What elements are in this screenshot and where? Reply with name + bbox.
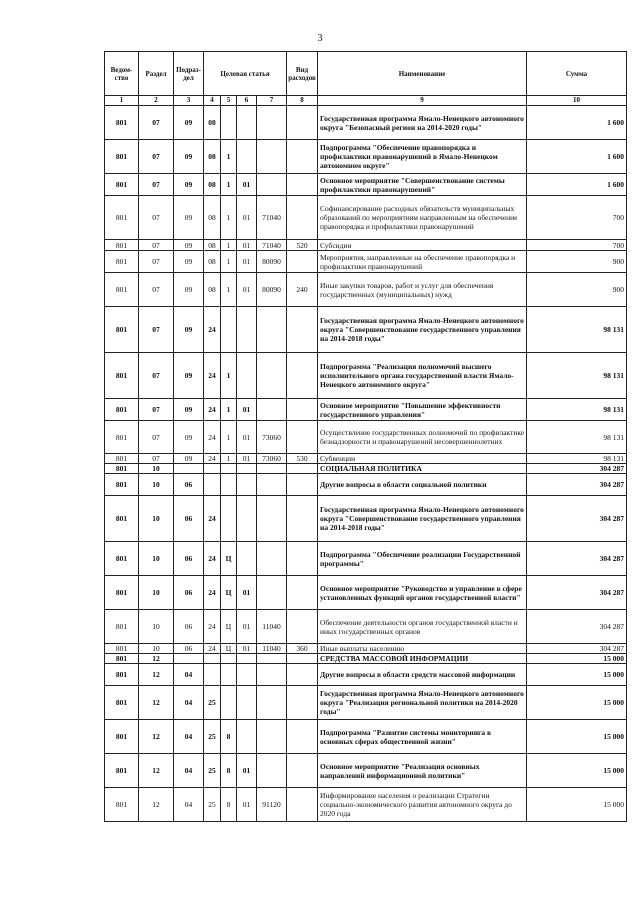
col-department: 801 <box>105 353 139 399</box>
col-name: Основное мероприятие "Руководство и управление в сфере установленных функций органов государственной власти" <box>318 576 527 610</box>
col-section: 12 <box>139 664 174 686</box>
col-target-2 <box>221 307 237 353</box>
header-name: Наименование <box>318 52 527 96</box>
col-department: 801 <box>105 720 139 754</box>
col-sum: 304 287 <box>527 496 627 542</box>
col-subsection: 09 <box>174 174 204 196</box>
col-expense-type <box>287 720 318 754</box>
col-subsection: 04 <box>174 686 204 720</box>
col-subsection: 06 <box>174 496 204 542</box>
col-target-4: 71040 <box>257 240 287 251</box>
col-department: 801 <box>105 464 139 474</box>
table-row <box>105 686 627 720</box>
col-target-3: 01 <box>237 454 257 464</box>
col-sum: 15 000 <box>527 686 627 720</box>
col-subsection: 06 <box>174 542 204 576</box>
col-target-1: 25 <box>204 686 221 720</box>
col-sum: 304 287 <box>527 644 627 654</box>
col-target-3: 01 <box>237 754 257 788</box>
table-row <box>105 610 627 644</box>
col-target-1: 08 <box>204 106 221 140</box>
header-expense-type: Вид расходов <box>287 52 318 96</box>
col-target-4 <box>257 140 287 174</box>
col-subsection: 06 <box>174 474 204 496</box>
col-department: 801 <box>105 542 139 576</box>
budget-table <box>104 51 627 822</box>
col-target-4 <box>257 399 287 421</box>
col-section: 10 <box>139 644 174 654</box>
col-sum: 15 000 <box>527 664 627 686</box>
col-expense-type: 530 <box>287 454 318 464</box>
page-number: 3 <box>317 33 323 44</box>
col-expense-type <box>287 307 318 353</box>
col-target-4 <box>257 542 287 576</box>
col-target-3: 01 <box>237 399 257 421</box>
col-expense-type: 360 <box>287 644 318 654</box>
col-target-2: 1 <box>221 240 237 251</box>
table-row <box>105 399 627 421</box>
col-target-2 <box>221 664 237 686</box>
col-target-1: 25 <box>204 788 221 822</box>
col-sum: 15 000 <box>527 654 627 664</box>
col-target-2: 1 <box>221 251 237 273</box>
col-sum: 1 600 <box>527 140 627 174</box>
col-expense-type <box>287 421 318 454</box>
col-target-1: 24 <box>204 421 221 454</box>
col-target-3: 01 <box>237 644 257 654</box>
table-row <box>105 788 627 822</box>
col-target-1: 24 <box>204 399 221 421</box>
table-row <box>105 353 627 399</box>
col-target-3 <box>237 353 257 399</box>
col-sum: 304 287 <box>527 610 627 644</box>
table-row <box>105 421 627 454</box>
col-name: Иные выплаты населению <box>318 644 527 654</box>
col-target-1: 25 <box>204 754 221 788</box>
col-subsection: 04 <box>174 664 204 686</box>
col-target-1: 08 <box>204 140 221 174</box>
col-target-2: Ц <box>221 644 237 654</box>
col-department: 801 <box>105 664 139 686</box>
col-target-2: 8 <box>221 720 237 754</box>
col-target-1: 08 <box>204 240 221 251</box>
col-target-4: 73060 <box>257 421 287 454</box>
col-target-2: 1 <box>221 174 237 196</box>
col-subsection: 06 <box>174 576 204 610</box>
col-target-4: 91120 <box>257 788 287 822</box>
col-target-3: 01 <box>237 196 257 240</box>
col-department: 801 <box>105 610 139 644</box>
col-department: 801 <box>105 474 139 496</box>
col-target-4: 80090 <box>257 273 287 307</box>
col-target-2: 1 <box>221 421 237 454</box>
header-index-cell: 3 <box>174 96 204 106</box>
table-row <box>105 464 627 474</box>
col-department: 801 <box>105 251 139 273</box>
col-expense-type <box>287 754 318 788</box>
col-target-2 <box>221 106 237 140</box>
col-target-3 <box>237 464 257 474</box>
col-target-4 <box>257 720 287 754</box>
col-target-1 <box>204 474 221 496</box>
col-subsection <box>174 654 204 664</box>
col-subsection: 09 <box>174 454 204 464</box>
col-expense-type <box>287 610 318 644</box>
col-department: 801 <box>105 196 139 240</box>
col-target-4 <box>257 754 287 788</box>
col-target-2: Ц <box>221 576 237 610</box>
col-expense-type <box>287 140 318 174</box>
table-row <box>105 496 627 542</box>
col-section: 10 <box>139 542 174 576</box>
col-target-2: 1 <box>221 196 237 240</box>
col-target-3 <box>237 664 257 686</box>
col-name: СОЦИАЛЬНАЯ ПОЛИТИКА <box>318 464 527 474</box>
col-name: Государственная программа Ямало-Ненецкого автономного округа "Реализация региональной политики на 2014-2020 годы" <box>318 686 527 720</box>
col-target-3 <box>237 307 257 353</box>
col-target-2: 8 <box>221 788 237 822</box>
header-sum: Сумма <box>527 52 627 96</box>
col-target-3 <box>237 654 257 664</box>
col-target-3 <box>237 720 257 754</box>
col-name: Информирование населения о реализации Стратегии социально-экономического развития автономного округа до 2020 года <box>318 788 527 822</box>
header-index-cell: 7 <box>257 96 287 106</box>
header-index-cell: 2 <box>139 96 174 106</box>
col-name: Субвенции <box>318 454 527 464</box>
col-target-1: 08 <box>204 273 221 307</box>
col-expense-type <box>287 106 318 140</box>
col-target-1: 24 <box>204 644 221 654</box>
col-department: 801 <box>105 174 139 196</box>
col-name: Софинансирование расходных обязательств муниципальных образований по мероприятиям направленным на обеспечение правопорядка и профилактики правонарушений <box>318 196 527 240</box>
table-row <box>105 251 627 273</box>
col-section: 07 <box>139 273 174 307</box>
col-target-2 <box>221 474 237 496</box>
col-department: 801 <box>105 496 139 542</box>
col-name: Государственная программа Ямало-Ненецкого автономного округа "Безопасный регион на 2014-2020 годы" <box>318 106 527 140</box>
table-row <box>105 240 627 251</box>
col-sum: 304 287 <box>527 542 627 576</box>
table-row <box>105 106 627 140</box>
budget-rows <box>105 106 627 822</box>
col-subsection: 09 <box>174 273 204 307</box>
col-target-3 <box>237 106 257 140</box>
col-target-2: 8 <box>221 754 237 788</box>
col-target-3 <box>237 686 257 720</box>
table-row <box>105 174 627 196</box>
col-section: 07 <box>139 174 174 196</box>
col-subsection: 09 <box>174 196 204 240</box>
table-row <box>105 454 627 464</box>
col-target-3: 01 <box>237 251 257 273</box>
col-sum: 98 131 <box>527 454 627 464</box>
col-target-2: 1 <box>221 273 237 307</box>
col-sum: 304 287 <box>527 464 627 474</box>
header-subsection: Подраз-дел <box>174 52 204 96</box>
col-expense-type <box>287 464 318 474</box>
col-target-4 <box>257 464 287 474</box>
col-section: 07 <box>139 421 174 454</box>
col-sum: 98 131 <box>527 353 627 399</box>
col-target-1: 24 <box>204 454 221 464</box>
col-target-2: 1 <box>221 140 237 174</box>
col-target-2 <box>221 464 237 474</box>
col-department: 801 <box>105 644 139 654</box>
col-target-2 <box>221 654 237 664</box>
col-sum: 98 131 <box>527 399 627 421</box>
col-sum: 98 131 <box>527 307 627 353</box>
col-department: 801 <box>105 240 139 251</box>
col-target-4: 73060 <box>257 454 287 464</box>
col-subsection: 04 <box>174 720 204 754</box>
col-subsection <box>174 464 204 474</box>
header-index-cell: 8 <box>287 96 318 106</box>
col-sum: 15 000 <box>527 754 627 788</box>
header-index-cell: 6 <box>237 96 257 106</box>
header-department: Ведом-ство <box>105 52 139 96</box>
col-target-1: 08 <box>204 251 221 273</box>
header-index-cell: 5 <box>221 96 237 106</box>
table-row <box>105 542 627 576</box>
header-target-article: Целевая статья <box>204 52 287 96</box>
col-department: 801 <box>105 399 139 421</box>
col-expense-type <box>287 399 318 421</box>
col-target-2: 1 <box>221 353 237 399</box>
col-subsection: 09 <box>174 106 204 140</box>
col-target-3 <box>237 474 257 496</box>
col-target-1: 24 <box>204 496 221 542</box>
col-subsection: 06 <box>174 644 204 654</box>
col-sum: 700 <box>527 196 627 240</box>
col-subsection: 04 <box>174 754 204 788</box>
col-expense-type <box>287 654 318 664</box>
col-name: Основное мероприятие "Совершенствование системы профилактики правонарушений" <box>318 174 527 196</box>
col-target-3 <box>237 542 257 576</box>
col-target-1: 24 <box>204 610 221 644</box>
col-name: Обеспечение деятельности органов государственной власти и иных государственных органов <box>318 610 527 644</box>
col-section: 10 <box>139 576 174 610</box>
col-section: 12 <box>139 788 174 822</box>
header-index-cell: 10 <box>527 96 627 106</box>
col-sum: 304 287 <box>527 576 627 610</box>
col-section: 07 <box>139 240 174 251</box>
col-target-4 <box>257 664 287 686</box>
col-expense-type <box>287 576 318 610</box>
table-row <box>105 307 627 353</box>
col-target-4 <box>257 576 287 610</box>
col-target-2 <box>221 496 237 542</box>
col-department: 801 <box>105 421 139 454</box>
col-section: 12 <box>139 720 174 754</box>
col-subsection: 09 <box>174 421 204 454</box>
col-department: 801 <box>105 576 139 610</box>
col-expense-type <box>287 474 318 496</box>
col-section: 10 <box>139 610 174 644</box>
col-subsection: 09 <box>174 240 204 251</box>
col-department: 801 <box>105 654 139 664</box>
col-section: 07 <box>139 307 174 353</box>
col-department: 801 <box>105 307 139 353</box>
col-sum: 1 600 <box>527 174 627 196</box>
col-department: 801 <box>105 273 139 307</box>
table-row <box>105 273 627 307</box>
col-name: Подпрограмма "Обеспечение правопорядка и профилактики правонарушений в Ямало-Ненецком автономном округе" <box>318 140 527 174</box>
col-sum: 900 <box>527 251 627 273</box>
col-target-2: 1 <box>221 454 237 464</box>
header-index-row <box>105 96 627 106</box>
col-expense-type: 520 <box>287 240 318 251</box>
col-sum: 700 <box>527 240 627 251</box>
col-subsection: 06 <box>174 610 204 644</box>
col-sum: 900 <box>527 273 627 307</box>
table-row <box>105 754 627 788</box>
col-name: Государственная программа Ямало-Ненецкого автономного округа "Совершенствование государственного управления на 2014-2018 годы" <box>318 307 527 353</box>
col-target-3: 01 <box>237 240 257 251</box>
col-expense-type <box>287 788 318 822</box>
col-target-4 <box>257 496 287 542</box>
col-target-4 <box>257 307 287 353</box>
col-section: 07 <box>139 251 174 273</box>
col-target-1: 24 <box>204 542 221 576</box>
col-section: 07 <box>139 454 174 464</box>
col-target-3: 01 <box>237 174 257 196</box>
col-target-1 <box>204 464 221 474</box>
col-target-4 <box>257 654 287 664</box>
col-subsection: 09 <box>174 251 204 273</box>
col-expense-type: 240 <box>287 273 318 307</box>
table-row <box>105 644 627 654</box>
col-name: Мероприятия, направленные на обеспечение правопорядка и профилактики правонарушений <box>318 251 527 273</box>
col-section: 10 <box>139 464 174 474</box>
col-subsection: 09 <box>174 399 204 421</box>
col-name: СРЕДСТВА МАССОВОЙ ИНФОРМАЦИИ <box>318 654 527 664</box>
col-name: Субсидии <box>318 240 527 251</box>
col-target-4 <box>257 686 287 720</box>
col-target-2: Ц <box>221 542 237 576</box>
col-target-4: 11040 <box>257 644 287 654</box>
col-sum: 15 000 <box>527 788 627 822</box>
col-section: 07 <box>139 140 174 174</box>
col-expense-type <box>287 353 318 399</box>
col-target-3 <box>237 496 257 542</box>
header-section: Раздел <box>139 52 174 96</box>
col-section: 12 <box>139 686 174 720</box>
col-target-2: Ц <box>221 610 237 644</box>
col-target-3: 01 <box>237 273 257 307</box>
col-expense-type <box>287 664 318 686</box>
col-section: 07 <box>139 399 174 421</box>
table-row <box>105 140 627 174</box>
col-target-1: 24 <box>204 307 221 353</box>
col-target-1: 08 <box>204 196 221 240</box>
col-target-1 <box>204 654 221 664</box>
col-section: 10 <box>139 496 174 542</box>
col-section: 07 <box>139 196 174 240</box>
col-name: Подпрограмма "Развитие системы мониторинга в основных сферах общественной жизни" <box>318 720 527 754</box>
col-department: 801 <box>105 106 139 140</box>
header-index-cell: 4 <box>204 96 221 106</box>
col-section: 12 <box>139 754 174 788</box>
col-subsection: 09 <box>174 353 204 399</box>
col-target-1 <box>204 664 221 686</box>
col-target-3: 01 <box>237 576 257 610</box>
col-subsection: 09 <box>174 307 204 353</box>
col-name: Основное мероприятие "Повышение эффективности государственного управления" <box>318 399 527 421</box>
col-target-3: 01 <box>237 788 257 822</box>
table-row <box>105 664 627 686</box>
col-name: Подпрограмма "Обеспечение реализации Государственной программы" <box>318 542 527 576</box>
table-row <box>105 196 627 240</box>
col-name: Другие вопросы в области социальной политики <box>318 474 527 496</box>
col-department: 801 <box>105 686 139 720</box>
col-name: Другие вопросы в области средств массовой информации <box>318 664 527 686</box>
col-section: 07 <box>139 106 174 140</box>
col-target-4 <box>257 174 287 196</box>
col-department: 801 <box>105 454 139 464</box>
col-target-4: 80090 <box>257 251 287 273</box>
col-section: 12 <box>139 654 174 664</box>
col-department: 801 <box>105 788 139 822</box>
col-section: 07 <box>139 353 174 399</box>
col-section: 10 <box>139 474 174 496</box>
col-sum: 304 287 <box>527 474 627 496</box>
col-target-4 <box>257 353 287 399</box>
table-row <box>105 654 627 664</box>
header-index-cell: 9 <box>318 96 527 106</box>
col-name: Государственная программа Ямало-Ненецкого автономного округа "Совершенствование государственного управления на 2014-2018 годы" <box>318 496 527 542</box>
col-expense-type <box>287 496 318 542</box>
col-expense-type <box>287 542 318 576</box>
col-target-1: 24 <box>204 353 221 399</box>
col-expense-type <box>287 196 318 240</box>
col-target-1: 24 <box>204 576 221 610</box>
col-expense-type <box>287 174 318 196</box>
col-name: Подпрограмма "Реализация полномочий высшего исполнительного органа государственной власти Ямало-Ненецкого автономного округа" <box>318 353 527 399</box>
col-target-3 <box>237 140 257 174</box>
table-row <box>105 720 627 754</box>
col-department: 801 <box>105 754 139 788</box>
col-target-4 <box>257 474 287 496</box>
col-subsection: 04 <box>174 788 204 822</box>
col-expense-type <box>287 251 318 273</box>
col-target-3: 01 <box>237 610 257 644</box>
col-department: 801 <box>105 140 139 174</box>
col-target-2: 1 <box>221 399 237 421</box>
col-sum: 1 600 <box>527 106 627 140</box>
col-target-3: 01 <box>237 421 257 454</box>
col-target-1: 25 <box>204 720 221 754</box>
col-name: Осуществление государственных полномочий по профилактике безнадзорности и правонарушений несовершеннолетних <box>318 421 527 454</box>
col-target-2 <box>221 686 237 720</box>
col-target-4: 71040 <box>257 196 287 240</box>
col-name: Основное мероприятие "Реализация основных направлений информационной политики" <box>318 754 527 788</box>
col-target-4 <box>257 106 287 140</box>
col-target-4: 11040 <box>257 610 287 644</box>
col-sum: 98 131 <box>527 421 627 454</box>
col-target-1: 08 <box>204 174 221 196</box>
col-name: Иные закупки товаров, работ и услуг для обеспечения государственных (муниципальных) нужд <box>318 273 527 307</box>
col-sum: 15 000 <box>527 720 627 754</box>
header-index-cell: 1 <box>105 96 139 106</box>
col-subsection: 09 <box>174 140 204 174</box>
col-expense-type <box>287 686 318 720</box>
table-row <box>105 576 627 610</box>
table-row <box>105 474 627 496</box>
